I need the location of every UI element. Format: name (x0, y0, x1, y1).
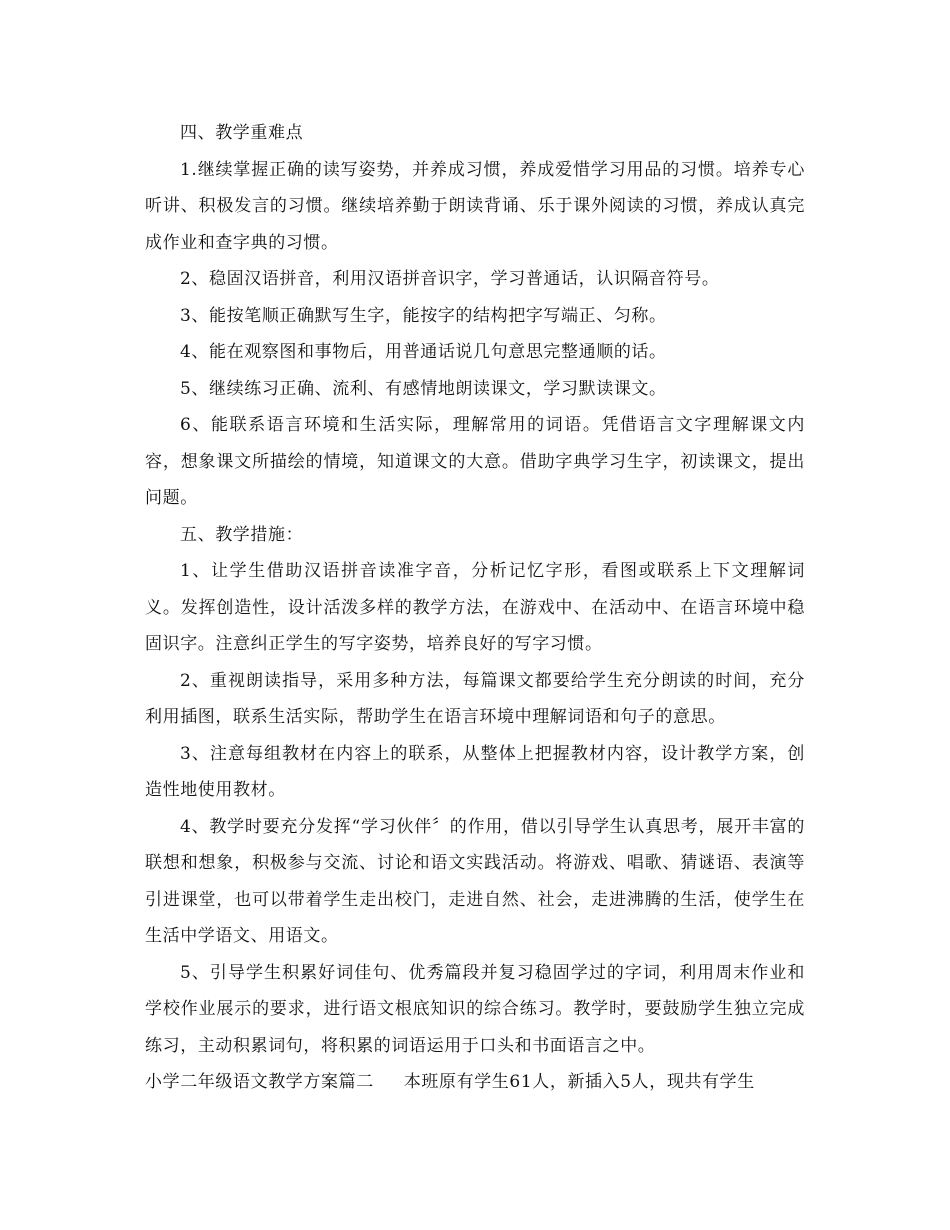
section5-item-2: 2、重视朗读指导，采用多种方法，每篇课文都要给学生充分朗读的时间，充分利用插图，联系生活实际，帮助学生在语言环境中理解词语和句子的意思。 (145, 670, 805, 727)
section4-item-5: 5、继续练习正确、流利、有感情地朗读课文，学习默读课文。 (180, 378, 667, 399)
section-heading-5: 五、教学措施： (180, 524, 304, 545)
next-section-line (145, 1064, 805, 1101)
section-heading-4: 四、教学重难点 (180, 123, 304, 143)
section4-item-1: 1.继续掌握正确的读写姿势，并养成习惯，养成爱惜学习用品的习惯。培养专心听讲、积极发言的习惯。继续培养勤于朗读背诵、乐于课外阅读的习惯，养成认真完成作业和查字典的习惯。 (145, 159, 805, 253)
section5-item-4: 4、教学时要充分发挥“学习伙伴〞的作用，借以引导学生认真思考，展开丰富的联想和想象，积极参与交流、讨论和语文实践活动。将游戏、唱歌、猜谜语、表演等引进课堂，也可以带着学生走出校门，走进自然、社会，走进沸腾的生活，使学生在生活中学语文、用语文。 (145, 816, 805, 946)
section5-item-3: 3、注意每组教材在内容上的联系，从整体上把握教材内容，设计教学方案，创造性地使用教材。 (145, 743, 805, 800)
section4-item-4: 4、能在观察图和事物后，用普通话说几句意思完整通顺的话。 (180, 342, 667, 362)
next-section-text: 本班原有学生61人，新插入5人，现共有学生 (403, 1072, 755, 1092)
section5-item-1: 1、让学生借助汉语拼音读准字音，分析记忆字形，看图或联系上下文理解词义。发挥创造性，设计活泼多样的教学方法，在游戏中、在活动中、在语言环境中稳固识字。注意纠正学生的写字姿势，培养良好的写字习惯。 (145, 561, 805, 654)
section4-item-6: 6、能联系语言环境和生活实际，理解常用的词语。凭借语言文字理解课文内容，想象课文所描绘的情境，知道课文的大意。借助字典学习生字，初读课文，提出问题。 (145, 415, 805, 508)
section5-item-5: 5、引导学生积累好词佳句、优秀篇段并复习稳固学过的字词，利用周末作业和学校作业展示的要求，进行语文根底知识的综合练习。教学时，要鼓励学生独立完成练习，主动积累词句，将积累的词语运用于口头和书面语言之中。 (145, 962, 805, 1056)
section4-item-3: 3、能按笔顺正确默写生字，能按字的结构把字写端正、匀称。 (180, 305, 667, 326)
section4-item-2: 2、稳固汉语拼音，利用汉语拼音识字，学习普通话，认识隔音符号。 (180, 269, 720, 289)
next-section-title: 小学二年级语文教学方案篇二 (145, 1072, 374, 1092)
